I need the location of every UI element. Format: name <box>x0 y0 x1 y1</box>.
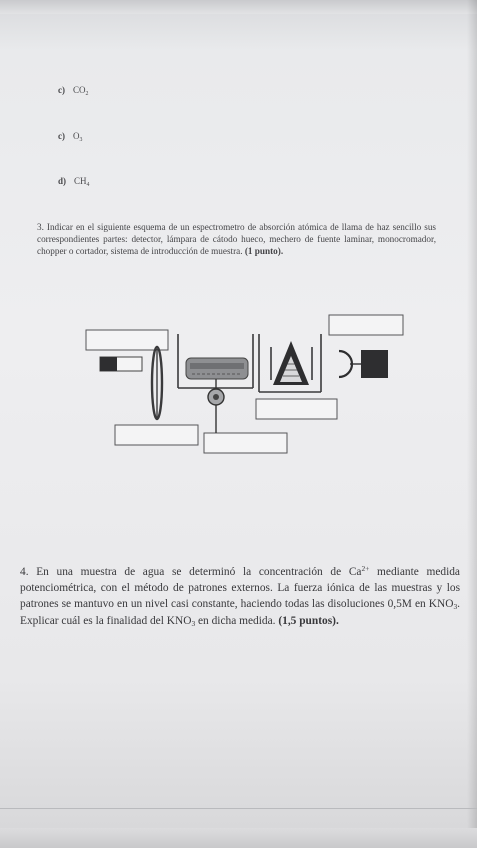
option-subscript: 2 <box>85 91 89 97</box>
label-box-monochromator[interactable] <box>256 399 337 419</box>
option-formula: CO <box>73 85 86 95</box>
option-formula: O <box>73 131 80 141</box>
question-4-text: mediante medida potenciométrica, con el método de patrones externos. La fuerza iónica de las muestras y los patrones se mantuvo en un nivel casi constante, haciendo todas las disoluciones 0,5M en KNO <box>20 566 460 611</box>
label-box-detector[interactable] <box>329 315 403 335</box>
option-letter: c) <box>58 131 65 141</box>
option-subscript: 3 <box>79 137 83 143</box>
hollow-cathode-lamp <box>100 357 142 371</box>
laminar-flow-burner-icon <box>186 358 248 433</box>
question-3-text: 3. Indicar en el siguiente esquema de un espectrometro de absorción atómica de llama de haz sencillo sus correspondientes partes: detector, lámpara de cátodo hueco, mechero de fuente laminar, monocromador, chopper o cortador, sistema de introducción de muestra. <box>37 222 436 257</box>
label-box-sample-intro[interactable] <box>204 433 287 453</box>
option-formula: CH <box>74 176 87 186</box>
option-subscript: 4 <box>86 182 90 188</box>
option-letter: d) <box>58 176 67 186</box>
question-4-text: en dicha medida. <box>195 614 276 627</box>
question-4-points: (1,5 puntos). <box>278 614 339 627</box>
label-box-chopper[interactable] <box>115 425 198 445</box>
subscript: 3 <box>453 602 458 612</box>
question-4-text: . Explicar cuál es la finalidad del KNO <box>20 598 460 627</box>
prism-icon <box>273 341 309 385</box>
question-3-points: (1 punto). <box>244 246 284 257</box>
subscript: 3 <box>191 618 196 628</box>
page-bottom-edge <box>0 828 477 848</box>
option-letter: c) <box>58 85 65 95</box>
question-4 <box>20 564 460 629</box>
ion-charge: 2+ <box>361 564 370 573</box>
page-fold-line <box>0 808 477 809</box>
detector-icon <box>339 350 388 378</box>
question-4-text: 4. En una muestra de agua se determinó la concentración de Ca <box>20 566 362 578</box>
chopper-icon <box>152 347 162 419</box>
